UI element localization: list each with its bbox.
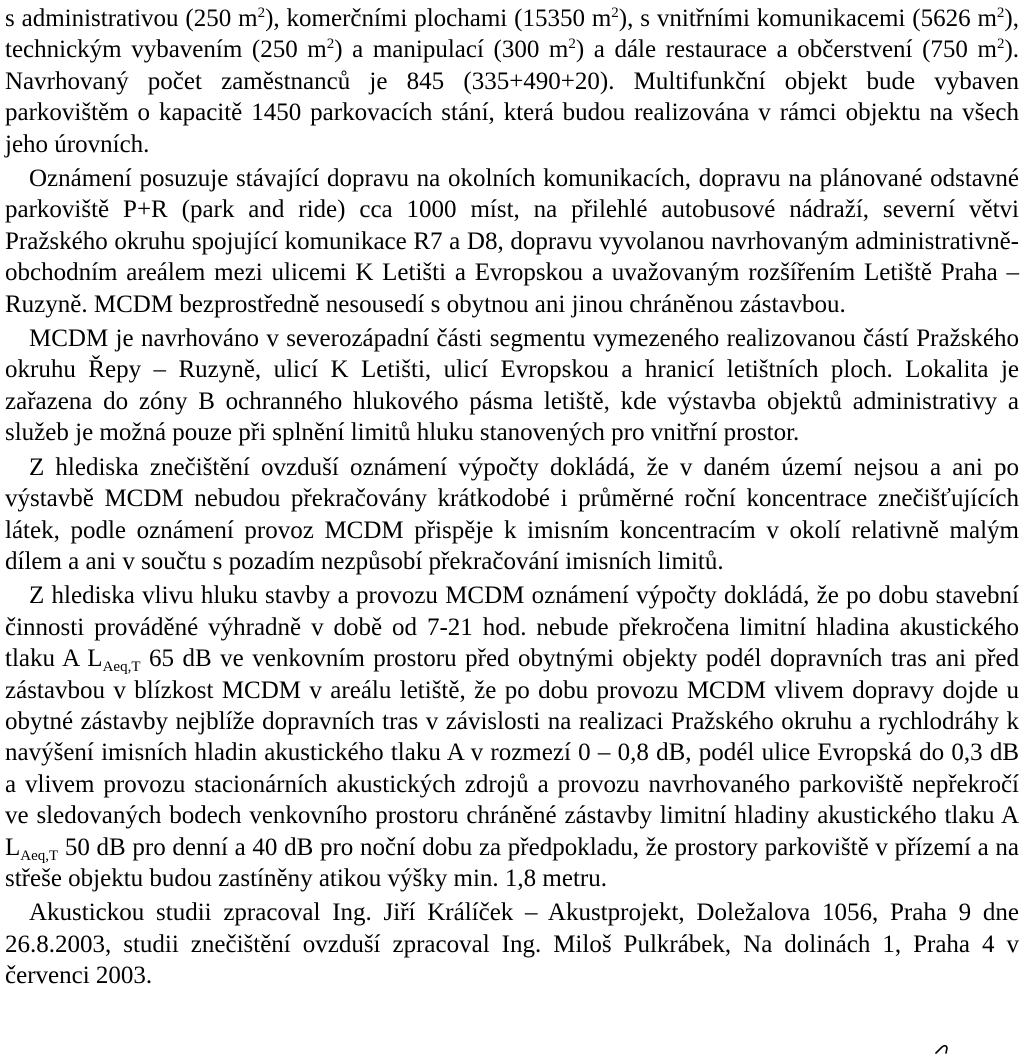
- paragraph-location-noise-zone: MCDM je navrhováno v severozápadní části segmentu vymezeného realizovanou částí Pražského okruhu Řepy – Ruzyně, ulicí K Letišti, ulicí Evropskou a hranicí letištních ploch. Lokalita je zařazena do zóny B ochranného hlukového pásma letiště, kde výstavba objektů administrativy a služeb je možná pouze při splnění limitů hluku stanovených pro vnitřní prostor.: [5, 325, 1019, 447]
- superscript: 2: [568, 36, 576, 53]
- handwritten-mark: [930, 1038, 970, 1054]
- paragraph-traffic-assessment: Oznámení posuzuje stávající dopravu na okolních komunikacích, dopravu na plánované odstavné parkoviště P+R (park and ride) cca 1000 míst, na přilehlé autobusové nádraží, severní větvi Pražského okruhu spojující komunikace R7 a D8, dopravu vyvolanou navrhovaným administrativně-obchodním areálem mezi ulicemi K Letišti a Evropskou a uvažovaným rozšířením Letiště Praha – Ruzyně. MCDM bezprostředně nesousedí s obytnou ani jinou chráněnou zástavbou.: [5, 165, 1019, 318]
- paragraph-site-areas: s administrativou (250 $m^2$), komerčními plochami (15350 $m^2$), s vnitřními komunikacemi (5626 $m^2$), technickým vybavením (250 $m^2$) a manipulací (300 $m^2$) a dále restaurace a občerstvení (750 $m^2$). Navrhovaný počet zaměstnanců je 845 (335+490+20). Multifunkční objekt bude vybaven parkovištěm o kapacitě 1450 parkovacích stání, která budou realizována v rámci objektu na všech jeho úrovních.: [5, 5, 1020, 158]
- paragraph-noise-impact: Z hlediska vlivu hluku stavby a provozu MCDM oznámení výpočty dokládá, že po dobu stavební činnosti prováděné výhradně v době od 7-21 hod. nebude překročena limitní hladina akustického tlaku A $L_{Aeq,T}$ 65 dB ve venkovním prostoru před obytnými objekty podél dopravních tras ani před zástavbou v blízkost MCDM v areálu letiště, že po dobu provozu MCDM vlivem dopravy dojde u obytné zástavby nejblíže dopravních tras v závislosti na realizaci Pražského okruhu a rychlodráhy k navýšení imisních hladin akustického tlaku A v rozmezí 0 – 0,8 dB, podél ulice Evropská do 0,3 dB a vlivem provozu stacionárních akustických zdrojů a provozu navrhovaného parkoviště nepřekročí ve sledovaných bodech venkovního prostoru chráněné zástavby limitní hladiny akustického tlaku A $L_{Aeq,T}$ 50 dB pro denní a 40 dB pro noční dobu za předpokladu, že prostory parkoviště v přízemí a na střeše objektu budou zastíněny atikou výšky min. 1,8 metru.: [5, 582, 1019, 892]
- superscript: 2: [611, 5, 619, 21]
- superscript: 2: [996, 36, 1005, 53]
- subscript: Aeq,T: [102, 659, 141, 676]
- document-page: [5, 3, 1019, 992]
- paragraph-air-pollution: Z hlediska znečištění ovzduší oznámení výpočty dokládá, že v daném území nejsou a ani po výstavbě MCDM nebudou překračovány krátkodobé i průměrné roční koncentrace znečišťujících látek, podle oznámení provoz MCDM přispěje k imisním koncentracím v okolí relativně malým dílem a ani v součtu s pozadím nezpůsobí překračování imisních limitů.: [5, 453, 1019, 575]
- superscript: 2: [257, 5, 266, 21]
- superscript: 2: [996, 5, 1005, 21]
- subscript: Aeq,T: [20, 847, 59, 864]
- paragraph-study-authors: Akustickou studii zpracoval Ing. Jiří Králíček – Akustprojekt, Doležalova 1056, Praha 9 dne 26.8.2003, studii znečištění ovzduší zpracoval Ing. Miloš Pulkrábek, Na dolinách 1, Praha 4 v červenci 2003.: [5, 899, 1019, 990]
- superscript: 2: [326, 36, 335, 53]
